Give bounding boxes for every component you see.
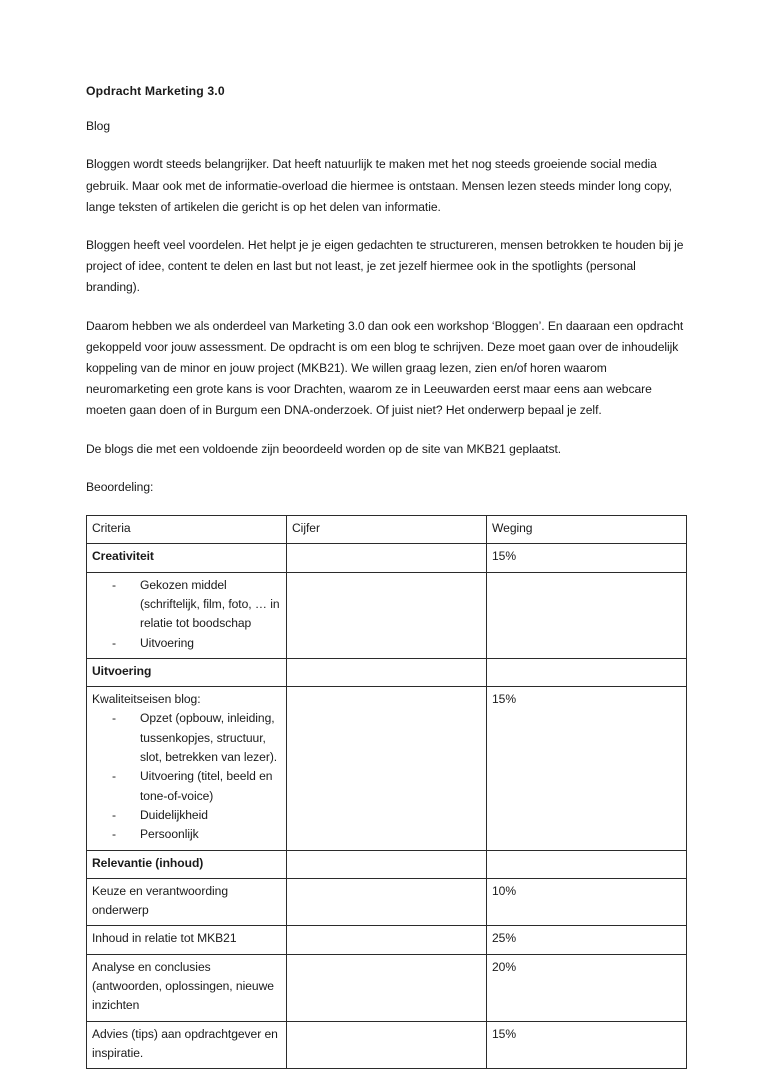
header-cell-criteria: Criteria <box>87 516 287 544</box>
table-row <box>87 926 687 954</box>
cell-cijfer[interactable] <box>287 878 487 926</box>
table-row <box>87 850 687 878</box>
cell-criteria <box>87 850 287 878</box>
criteria-text: Analyse en conclusies (antwoorden, oplossingen, nieuwe inzichten <box>92 959 274 1013</box>
cell-criteria <box>87 572 287 658</box>
cell-criteria <box>87 926 287 954</box>
cell-cijfer[interactable] <box>287 687 487 850</box>
table-header-row <box>87 516 687 544</box>
assessment-label: Beoordeling: <box>86 479 154 494</box>
cell-weging <box>487 850 687 878</box>
cell-cijfer[interactable] <box>287 1021 487 1069</box>
paragraph-3: Daarom hebben we als onderdeel van Marketing 3.0 dan ook een workshop ‘Bloggen’. En daaraan een opdracht gekoppeld voor jouw assessment. De opdracht is om een blog te schrijven. Deze moet gaan over de inhoudelijk koppeling van de minor en jouw project (MKB21). We willen graag lezen, zien en/of horen waarom neuromarketing een grote kans is voor Drachten, waarom ze in Leeuwarden eerst maar eens aan webcare moeten gaan doen of in Burgum een DNA-onderzoek. Of juist niet? Het onderwerp bepaal je zelf. <box>86 318 684 418</box>
table-row <box>87 544 687 572</box>
rubric-table <box>86 515 687 1069</box>
cell-cijfer[interactable] <box>287 850 487 878</box>
cell-criteria <box>87 544 287 572</box>
section-label-blog: Blog <box>86 119 111 134</box>
list-item: - Uitvoering (titel, beeld en tone-of-voice) <box>92 767 281 806</box>
list-item: - Duidelijkheid <box>92 806 281 825</box>
cell-cijfer[interactable] <box>287 572 487 658</box>
cell-criteria <box>87 954 287 1021</box>
table-row <box>87 878 687 926</box>
cell-cijfer[interactable] <box>287 658 487 686</box>
table-row <box>87 687 687 850</box>
header-cell-weging: Weging <box>487 516 687 544</box>
criteria-bullet-list <box>92 576 281 653</box>
cell-weging: 15% <box>487 1021 687 1069</box>
cell-weging: 15% <box>487 687 687 850</box>
cell-criteria <box>87 658 287 686</box>
table-row <box>87 572 687 658</box>
table-row <box>87 658 687 686</box>
criteria-bullet-list <box>92 709 281 844</box>
cell-weging <box>487 658 687 686</box>
table-row <box>87 1021 687 1069</box>
criteria-text: Inhoud in relatie tot MKB21 <box>92 931 237 946</box>
cell-criteria <box>87 687 287 850</box>
cell-weging: 20% <box>487 954 687 1021</box>
criteria-text: Relevantie (inhoud) <box>92 855 204 870</box>
cell-criteria <box>87 878 287 926</box>
criteria-text: Uitvoering <box>92 663 152 678</box>
criteria-text: Keuze en verantwoording onderwerp <box>92 883 229 918</box>
cell-cijfer[interactable] <box>287 926 487 954</box>
criteria-text: Advies (tips) aan opdrachtgever en inspiratie. <box>92 1026 278 1060</box>
header-cell-cijfer: Cijfer <box>287 516 487 544</box>
cell-cijfer[interactable] <box>287 954 487 1021</box>
list-item: - Persoonlijk <box>92 825 281 844</box>
paragraph-2: Bloggen heeft veel voordelen. Het helpt je je eigen gedachten te structureren, mensen betrokken te houden bij je project of idee, content te delen en last but not least, je zet jezelf hiermee ook in the spotlights (personal branding). <box>86 238 684 295</box>
cell-weging: 25% <box>487 926 687 954</box>
cell-weging: 15% <box>487 544 687 572</box>
cell-weging <box>487 572 687 658</box>
paragraph-4: De blogs die met een voldoende zijn beoordeeld worden op de site van MKB21 geplaatst. <box>86 441 562 456</box>
criteria-text: Creativiteit <box>92 549 154 564</box>
cell-criteria <box>87 1021 287 1069</box>
list-item: - Opzet (opbouw, inleiding, tussenkopjes, structuur, slot, betrekken van lezer). <box>92 709 281 767</box>
cell-weging: 10% <box>487 878 687 926</box>
paragraph-1: Bloggen wordt steeds belangrijker. Dat heeft natuurlijk te maken met het nog steeds groeiende social media gebruik. Maar ook met de informatie-overload die hiermee is ontstaan. Mensen lezen steeds minder long copy, lange teksten of artikelen die gericht is op het delen van informatie. <box>86 157 672 214</box>
list-item: - Gekozen middel (schriftelijk, film, foto, … in relatie tot boodschap <box>92 576 281 634</box>
table-row <box>87 954 687 1021</box>
list-item: - Uitvoering <box>92 634 281 653</box>
criteria-text: Kwaliteitseisen blog: <box>92 692 201 707</box>
page-title: Opdracht Marketing 3.0 <box>86 84 225 98</box>
cell-cijfer[interactable] <box>287 544 487 572</box>
